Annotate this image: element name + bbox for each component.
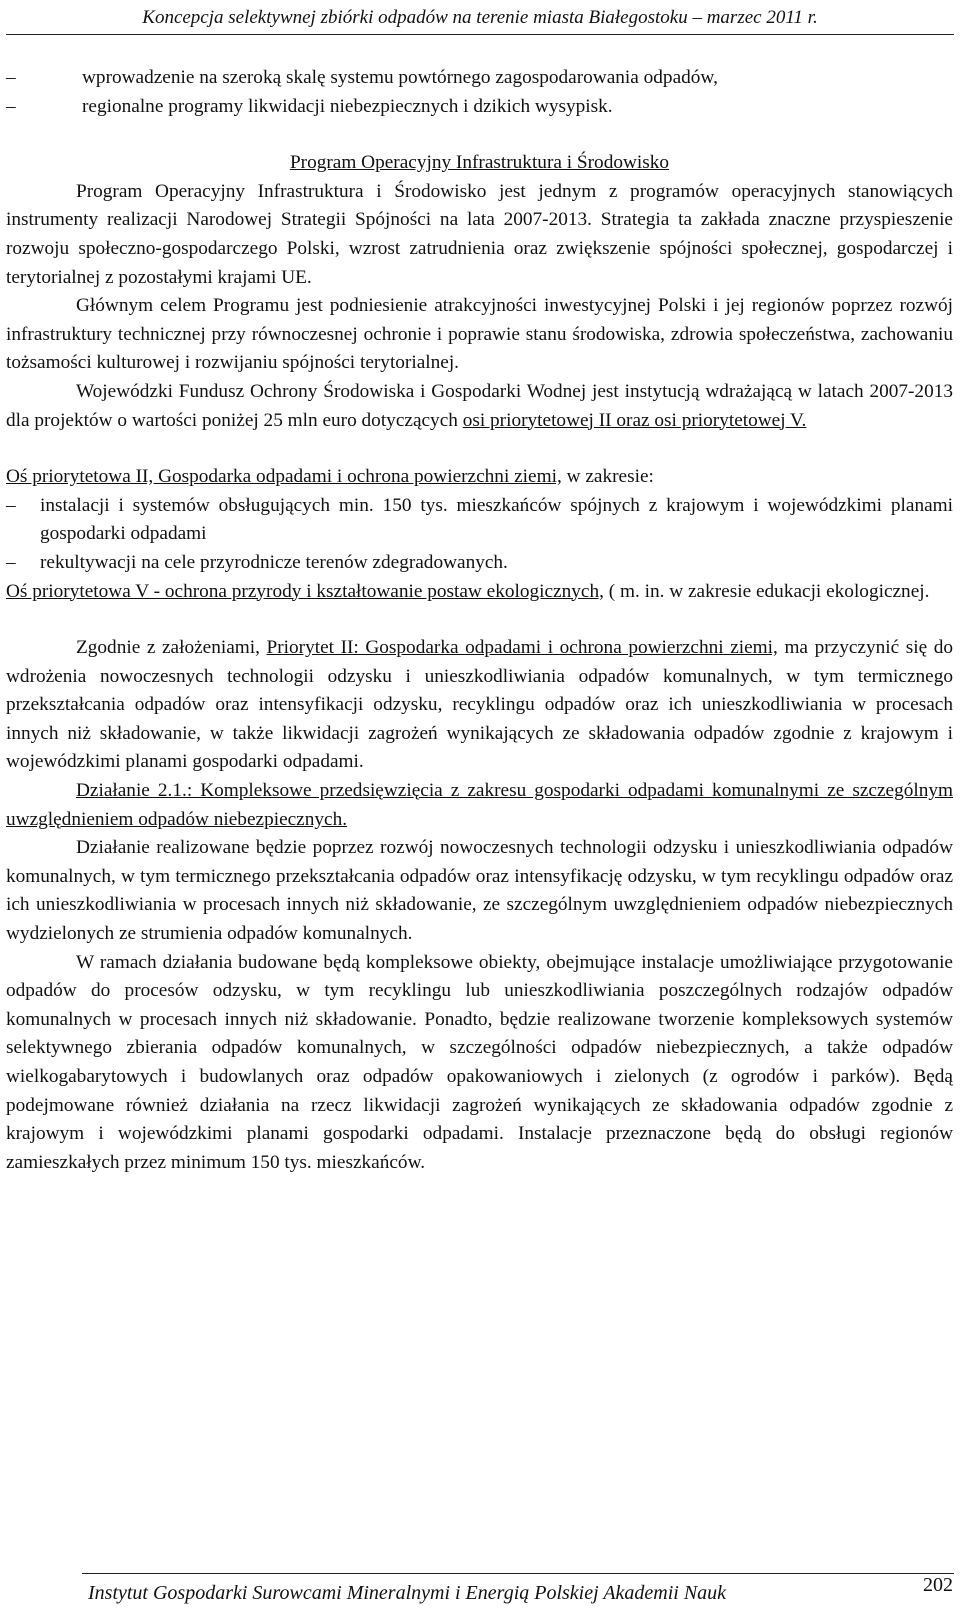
footer-rule xyxy=(82,1573,954,1574)
paragraph-text: ma przyczynić się do wdrożenia nowoczesnych technologii odzysku i unieszkodliwiania odpadów komunalnych, w tym termicznego przekształcania odpadów oraz intensyfikacji odzysku, recyklingu odpadów oraz ich unieszkodliwiania w procesach innych niż składowanie, w także likwidacji zagrożeń wynikających ze składowania odpadów zgodnie z krajowym i wojewódzkimi planami gospodarki odpadami. xyxy=(6,637,954,773)
axis-title: Oś priorytetowa V - ochrona przyrody i kształtowanie postaw ekologicznych, xyxy=(6,580,604,602)
list-item: – regionalne programy likwidacji niebezpiecznych i dzikich wysypisk. xyxy=(6,93,953,122)
paragraph: Program Operacyjny Infrastruktura i Środowisko jest jednym z programów operacyjnych stanowiących instrumenty realizacji Narodowej Strategii Spójności na lata 2007-2013. Strategia ta zakłada znaczne przyspieszenie rozwoju społeczno-gospodarczego Polski, wzrost zatrudnienia oraz zwiększenie spójności społecznej, gospodarczej i terytorialnej z pozostałymi krajami UE. xyxy=(6,180,953,288)
axis-title: Oś priorytetowa II, Gospodarka odpadami i ochrona powierzchni ziemi, xyxy=(6,466,562,488)
underlined-text: osi priorytetowej II oraz osi priorytetowej V. xyxy=(462,409,807,431)
page-number: 202 xyxy=(923,1574,953,1596)
running-header: Koncepcja selektywnej zbiórki odpadów na terenie miasta Białegostoku – marzec 2011 r. xyxy=(142,7,818,28)
paragraph: Głównym celem Programu jest podniesienie atrakcyjności inwestycyjnej Polski i jej regionów poprzez rozwój infrastruktury technicznej przy równoczesnej ochronie i poprawie stanu środowiska, zdrowia społeczeństwa, zachowaniu tożsamości kulturowej i rozwijaniu spójności terytorialnej. xyxy=(6,295,953,374)
axis-heading xyxy=(6,578,953,607)
section-heading: Program Operacyjny Infrastruktura i Środowisko xyxy=(289,152,670,174)
list-item: – instalacji i systemów obsługujących min. 150 tys. mieszkańców spójnych z krajowym i wojewódzkimi planami gospodarki odpadami xyxy=(6,492,953,549)
list-item: – rekultywacji na cele przyrodnicze terenów zdegradowanych. xyxy=(6,549,953,578)
header-rule xyxy=(6,34,954,35)
paragraph xyxy=(6,378,953,435)
axis-suffix: w zakresie: xyxy=(561,466,654,488)
paragraph xyxy=(6,634,953,777)
action-title: Działanie 2.1.: Kompleksowe przedsięwzięcia z zakresu gospodarki odpadami komunalnymi ze szczególnym uwzględnieniem odpadów niebezpiecznych. xyxy=(6,780,953,830)
paragraph: Działanie realizowane będzie poprzez rozwój nowoczesnych technologii odzysku i unieszkodliwiania odpadów komunalnych, w tym termicznego przekształcania odpadów oraz intensyfikację odzysku, w tym recyklingu odpadów oraz ich unieszkodliwiania w procesach innych niż składowanie, ze szczególnym uwzględnieniem odpadów niebezpiecznych wydzielonych ze strumienia odpadów komunalnych. xyxy=(6,837,953,945)
priority-title: Priorytet II: Gospodarka odpadami i ochrona powierzchni ziemi, xyxy=(266,637,778,659)
paragraph-intro: Zgodnie z założeniami, xyxy=(76,637,267,659)
paragraph: W ramach działania budowane będą kompleksowe obiekty, obejmujące instalacje umożliwiające przygotowanie odpadów do procesów odzysku, w tym recyklingu lub unieszkodliwiania poszczególnych rodzajów odpadów komunalnych w procesach innych niż składowanie. Ponadto, będzie realizowane tworzenie kompleksowych systemów selektywnego zbierania odpadów komunalnych, w szczególności odpadów niebezpiecznych, a także odpadów wielkogabarytowych i budowlanych oraz odpadów opakowaniowych i zielonych (z ogrodów i parków). Będą podejmowane również działania na rzecz likwidacji zagrożeń wynikających ze składowania odpadów zgodnie z krajowym i wojewódzkimi planami gospodarki odpadami. Instalacje przeznaczone będą do obsługi regionów zamieszkałych przez minimum 150 tys. mieszkańców. xyxy=(6,951,953,1173)
spacer xyxy=(6,435,953,463)
list-item: – wprowadzenie na szeroką skalę systemu powtórnego zagospodarowania odpadów, xyxy=(6,64,953,93)
axis-suffix: ( m. in. w zakresie edukacji ekologicznej. xyxy=(603,580,930,602)
axis-heading xyxy=(6,463,953,492)
spacer xyxy=(6,121,953,149)
document-body xyxy=(6,64,953,1177)
footer-institute: Instytut Gospodarki Surowcami Mineralnymi i Energią Polskiej Akademii Nauk xyxy=(88,1582,727,1604)
paragraph-text: Wojewódzki Fundusz Ochrony Środowiska i Gospodarki Wodnej jest instytucją wdrażającą w latach 2007-2013 dla projektów o wartości poniżej 25 mln euro dotyczących xyxy=(6,380,953,431)
spacer xyxy=(6,606,953,634)
